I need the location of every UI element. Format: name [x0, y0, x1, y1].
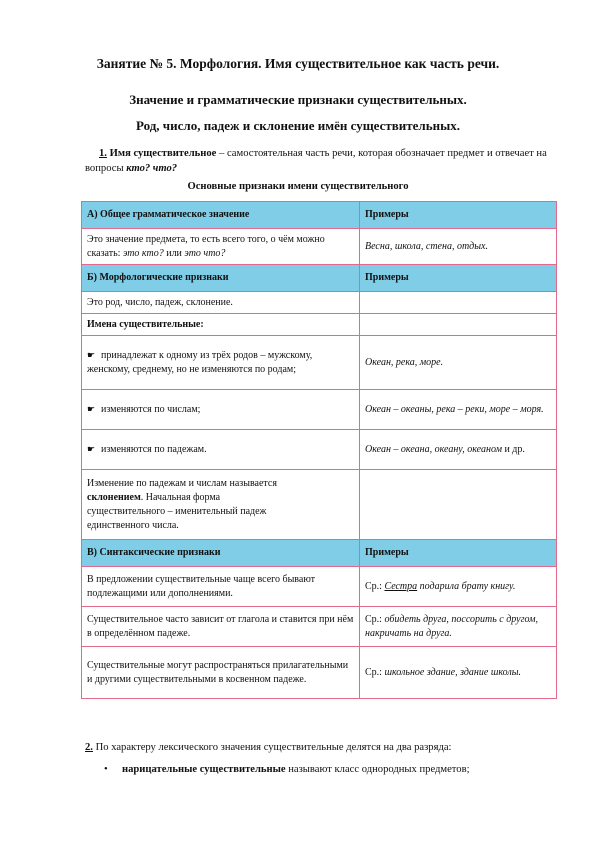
modifier-examples: Ср.: школьное здание, здание школы. [360, 647, 557, 699]
table-caption: Основные признаки имени существительного [187, 181, 409, 192]
table-row [82, 567, 557, 607]
table-row [82, 607, 557, 647]
table-row [82, 470, 557, 540]
examples-header: Примеры [360, 202, 557, 229]
table-row [82, 540, 557, 567]
intro-text: – самостоятельная часть речи, которая обозначает предмет и отвечает на вопросы [85, 148, 547, 174]
modifier-cell: Существительные могут распространяться прилагательными и другими существительными в косвенном падеже. [82, 647, 360, 699]
subtitle-meaning: Значение и грамматические признаки существительных. [129, 92, 467, 107]
verb-dependency-cell: Существительное часто зависит от глагола и ставится при нём в определённом падеже. [82, 607, 360, 647]
table-row [82, 229, 557, 265]
examples-header: Примеры [360, 540, 557, 567]
intro-paragraph [85, 146, 561, 176]
hand-pointer-icon: ☛ [87, 404, 96, 414]
case-examples: Океан – океана, океану, океаном и др. [360, 430, 557, 470]
syntax-role-cell: В предложении существительные чаще всего бывают подлежащими или дополнениями. [82, 567, 360, 607]
intro-number: 1. [99, 148, 107, 159]
gender-item: ☛ принадлежат к одному из трёх родов – мужскому, женскому, среднему, но не изменяются по родам; [82, 336, 360, 390]
table-row [82, 390, 557, 430]
lesson-title: Занятие № 5. Морфология. Имя существительное как часть речи. [96, 56, 500, 71]
empty-cell [360, 292, 557, 314]
section-a-title: А) Общее грамматическое значение [82, 202, 360, 229]
hand-pointer-icon: ☛ [87, 444, 96, 454]
empty-cell [360, 314, 557, 336]
intro-questions: кто? что? [126, 163, 178, 174]
nouns-label: Имена существительные: [82, 314, 360, 336]
subtitle-gender-number: Род, число, падеж и склонение имён существительных. [135, 118, 460, 133]
section-2-number: 2. [85, 742, 93, 753]
hand-pointer-icon: ☛ [87, 350, 96, 360]
morph-summary: Это род, число, падеж, склонение. [82, 292, 360, 314]
intro-term: Имя существительное [109, 148, 217, 159]
table-row [82, 292, 557, 314]
section-b-title: Б) Морфологические признаки [82, 265, 360, 292]
empty-cell [360, 470, 557, 540]
meaning-examples: Весна, школа, стена, отдых. [360, 229, 557, 265]
table-row [82, 202, 557, 229]
gender-examples: Океан, река, море. [360, 336, 557, 390]
table-row [82, 265, 557, 292]
noun-features-table [81, 201, 557, 699]
meaning-cell: Это значение предмета, то есть всего того, о чём можно сказать: это кто? или это что? [82, 229, 360, 265]
verb-dependency-examples: Ср.: обидеть друга, поссорить с другом, накричать на друга. [360, 607, 557, 647]
declension-cell: Изменение по падежам и числам называется склонением. Начальная форма существительного – именительный падеж единственного числа. [82, 470, 360, 540]
list-item: • нарицательные существительные называют класс однородных предметов; [104, 764, 470, 775]
table-row [82, 336, 557, 390]
table-row [82, 430, 557, 470]
examples-header: Примеры [360, 265, 557, 292]
number-examples: Океан – океаны, река – реки, море – моря. [360, 390, 557, 430]
bullet-icon: • [104, 764, 108, 775]
number-item: ☛ изменяются по числам; [82, 390, 360, 430]
section-2-paragraph: 2. По характеру лексического значения существительные делятся на два разряда: [85, 742, 452, 753]
table-row [82, 314, 557, 336]
case-item: ☛ изменяются по падежам. [82, 430, 360, 470]
table-row [82, 647, 557, 699]
section-c-title: В) Синтаксические признаки [82, 540, 360, 567]
syntax-role-examples: Ср.: Сестра подарила брату книгу. [360, 567, 557, 607]
